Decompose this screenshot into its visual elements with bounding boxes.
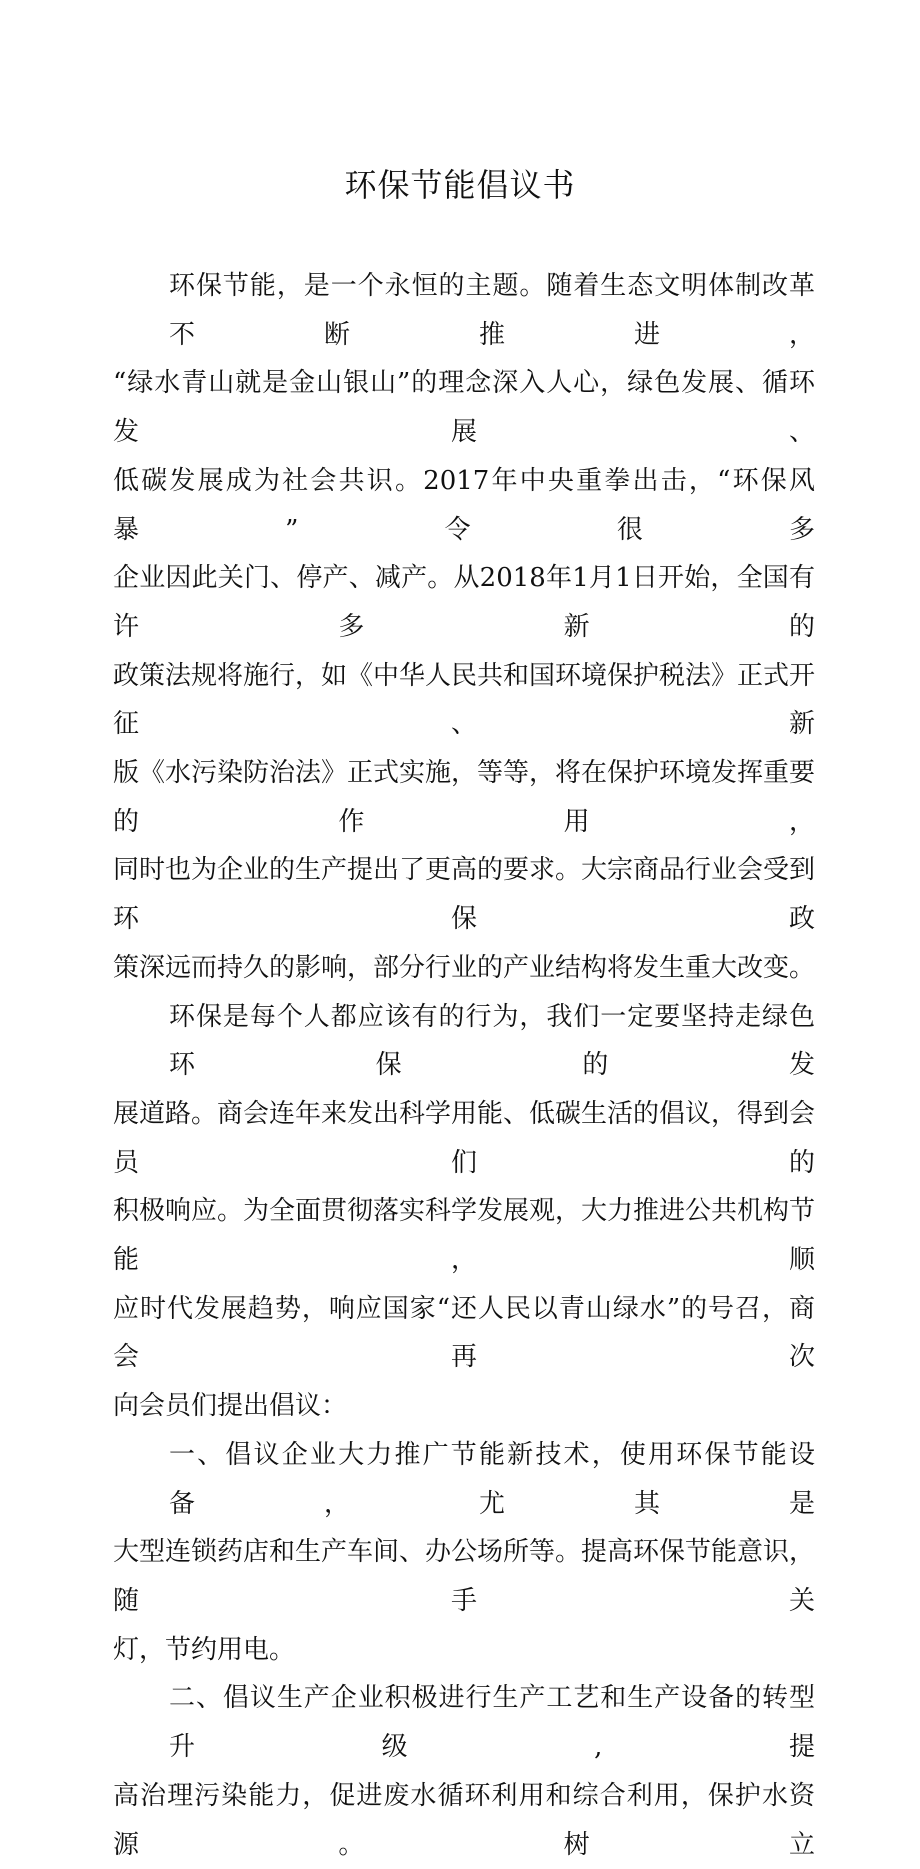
paragraph-line: 同时也为企业的生产提出了更高的要求。大宗商品行业会受到环保政 xyxy=(113,855,816,935)
paragraph-line: 积极响应。为全面贯彻落实科学发展观，大力推进公共机构节能，顺 xyxy=(113,1196,816,1276)
paragraph xyxy=(113,1674,815,1869)
paragraph-line: 大型连锁药店和生产车间、办公场所等。提高环保节能意识，随手关 xyxy=(113,1537,816,1616)
document-title: 环保节能倡议书 xyxy=(344,166,576,204)
paragraph-line: 应时代发展趋势，响应国家“还人民以青山绿水”的号召，商会再次 xyxy=(113,1293,815,1373)
paragraph-line: 环保是每个人都应该有的行为，我们一定要坚持走绿色环保的发 xyxy=(169,1001,815,1081)
paragraph xyxy=(113,993,815,1431)
paragraph-line: 展道路。商会连年来发出科学用能、低碳生活的倡议，得到会员们的 xyxy=(113,1098,816,1178)
document-body xyxy=(113,262,815,1869)
paragraph-line: 高治理污染能力，促进废水循环利用和综合利用，保护水资源。树立 xyxy=(113,1780,815,1860)
paragraph-line: 环保节能，是一个永恒的主题。随着生态文明体制改革不断推进， xyxy=(169,271,815,350)
paragraph-line: 一、倡议企业大力推广节能新技术，使用环保节能设备，尤其是 xyxy=(169,1439,815,1519)
paragraph-line: 灯，节约用电。 xyxy=(113,1634,296,1665)
paragraph-line: 向会员们提出倡议： xyxy=(113,1391,348,1422)
paragraph-line: 版《水污染防治法》正式实施，等等，将在保护环境发挥重要的作用， xyxy=(113,758,816,837)
paragraph-line: “绿水青山就是金山银山”的理念深入人心，绿色发展、循环发展、 xyxy=(113,368,815,448)
paragraph-line: 政策法规将施行，如《中华人民共和国环境保护税法》正式开征、新 xyxy=(113,660,816,740)
paragraph xyxy=(113,1431,815,1675)
paragraph-line: 企业因此关门、停产、减产。从2018年1月1日开始，全国有许多新的 xyxy=(113,563,815,642)
paragraph-line: 策深远而持久的影响，部分行业的产业结构将发生重大改变。 xyxy=(113,952,816,983)
paragraph xyxy=(113,262,815,993)
paragraph-line: 二、倡议生产企业积极进行生产工艺和生产设备的转型升级,提 xyxy=(169,1683,815,1763)
paragraph-line: 低碳发展成为社会共识。2017年中央重拳出击，“环保风暴”令很多 xyxy=(113,465,815,545)
